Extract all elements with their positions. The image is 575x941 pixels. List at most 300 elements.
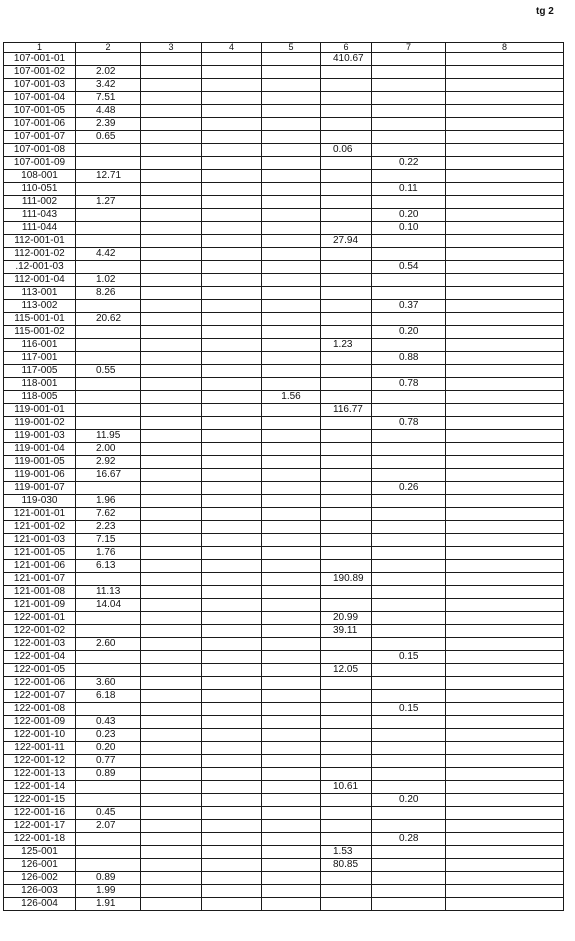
row-code: 119-001-02 <box>4 417 76 430</box>
row-code: 121-001-09 <box>4 599 76 612</box>
row-code: 111-043 <box>4 209 76 222</box>
row-code: 126-001 <box>4 859 76 872</box>
row-code: 122-001-12 <box>4 755 76 768</box>
table-cell <box>262 521 321 534</box>
table-cell <box>262 300 321 313</box>
table-cell <box>262 378 321 391</box>
table-cell <box>372 235 446 248</box>
table-cell: 1.99 <box>76 885 141 898</box>
table-cell <box>372 92 446 105</box>
table-cell <box>446 469 564 482</box>
table-cell <box>141 352 202 365</box>
table-cell <box>141 339 202 352</box>
table-cell <box>446 599 564 612</box>
table-cell <box>141 742 202 755</box>
table-row <box>4 79 564 92</box>
table-cell: 0.65 <box>76 131 141 144</box>
table-cell <box>446 547 564 560</box>
row-code: 121-001-02 <box>4 521 76 534</box>
table-row <box>4 755 564 768</box>
row-code: 126-004 <box>4 898 76 911</box>
table-cell <box>141 365 202 378</box>
table-cell <box>202 391 262 404</box>
table-cell <box>372 521 446 534</box>
table-cell <box>262 287 321 300</box>
table-cell <box>321 521 372 534</box>
table-row <box>4 92 564 105</box>
table-cell <box>446 326 564 339</box>
table-cell <box>76 573 141 586</box>
table-cell <box>76 482 141 495</box>
table-cell: 39.11 <box>321 625 372 638</box>
table-row <box>4 794 564 807</box>
table-cell <box>202 651 262 664</box>
table-cell <box>202 105 262 118</box>
table-cell: 27.94 <box>321 235 372 248</box>
table-cell <box>141 716 202 729</box>
table-row <box>4 53 564 66</box>
row-code: 122-001-07 <box>4 690 76 703</box>
row-code: 121-001-06 <box>4 560 76 573</box>
row-code: 122-001-13 <box>4 768 76 781</box>
table-cell <box>446 495 564 508</box>
table-cell <box>372 690 446 703</box>
table-cell <box>141 781 202 794</box>
table-row <box>4 521 564 534</box>
table-cell <box>446 339 564 352</box>
table-cell <box>202 638 262 651</box>
table-cell <box>202 144 262 157</box>
column-header-4: 4 <box>202 43 262 53</box>
table-cell <box>446 352 564 365</box>
table-cell <box>372 339 446 352</box>
table-cell <box>321 157 372 170</box>
table-cell <box>446 430 564 443</box>
table-cell <box>141 573 202 586</box>
row-code: 112-001-04 <box>4 274 76 287</box>
table-row <box>4 534 564 547</box>
table-cell: 0.20 <box>372 794 446 807</box>
table-cell <box>372 456 446 469</box>
table-cell <box>141 170 202 183</box>
table-cell <box>202 53 262 66</box>
table-cell <box>262 469 321 482</box>
table-cell <box>372 53 446 66</box>
table-cell <box>321 794 372 807</box>
table-cell <box>141 820 202 833</box>
table-cell <box>321 66 372 79</box>
row-code: 107-001-06 <box>4 118 76 131</box>
table-cell <box>202 742 262 755</box>
row-code: 112-001-02 <box>4 248 76 261</box>
table-cell <box>141 807 202 820</box>
table-row <box>4 677 564 690</box>
table-cell <box>202 573 262 586</box>
table-cell <box>262 664 321 677</box>
table-row <box>4 560 564 573</box>
table-cell: 2.23 <box>76 521 141 534</box>
table-cell <box>202 209 262 222</box>
table-cell <box>202 131 262 144</box>
row-code: 107-001-02 <box>4 66 76 79</box>
table-row <box>4 365 564 378</box>
table-cell: 12.05 <box>321 664 372 677</box>
table-cell <box>321 326 372 339</box>
table-cell <box>446 105 564 118</box>
table-cell <box>262 495 321 508</box>
table-cell <box>202 79 262 92</box>
table-cell <box>202 534 262 547</box>
table-cell <box>446 664 564 677</box>
table-cell <box>321 79 372 92</box>
table-cell <box>372 820 446 833</box>
table-cell <box>202 820 262 833</box>
table-cell <box>262 612 321 625</box>
table-cell <box>202 326 262 339</box>
table-cell <box>372 781 446 794</box>
table-cell: 0.88 <box>372 352 446 365</box>
table-cell <box>262 170 321 183</box>
table-cell <box>446 521 564 534</box>
table-cell <box>446 586 564 599</box>
table-cell <box>202 677 262 690</box>
table-cell <box>202 690 262 703</box>
row-code: 122-001-08 <box>4 703 76 716</box>
table-cell <box>262 183 321 196</box>
table-row <box>4 872 564 885</box>
table-cell <box>141 599 202 612</box>
table-cell <box>76 144 141 157</box>
table-cell <box>446 781 564 794</box>
table-cell: 0.54 <box>372 261 446 274</box>
table-cell <box>372 118 446 131</box>
table-cell: 1.76 <box>76 547 141 560</box>
table-cell <box>262 508 321 521</box>
table-cell: 80.85 <box>321 859 372 872</box>
table-cell <box>202 300 262 313</box>
table-cell: 7.62 <box>76 508 141 521</box>
table-cell <box>446 222 564 235</box>
table-cell <box>446 300 564 313</box>
table-cell <box>141 612 202 625</box>
table-cell <box>262 248 321 261</box>
row-code: 122-001-10 <box>4 729 76 742</box>
table-cell: 20.62 <box>76 313 141 326</box>
table-cell <box>321 365 372 378</box>
table-cell <box>76 378 141 391</box>
table-cell <box>202 274 262 287</box>
table-cell: 2.02 <box>76 66 141 79</box>
table-cell <box>372 495 446 508</box>
table-cell: 11.95 <box>76 430 141 443</box>
table-cell <box>262 807 321 820</box>
row-code: 118-001 <box>4 378 76 391</box>
table-cell <box>76 300 141 313</box>
table-cell <box>321 300 372 313</box>
table-cell <box>372 248 446 261</box>
table-cell <box>76 53 141 66</box>
table-cell <box>321 560 372 573</box>
row-code: 122-001-14 <box>4 781 76 794</box>
table-cell <box>321 495 372 508</box>
table-cell <box>202 365 262 378</box>
table-cell <box>321 378 372 391</box>
table-cell <box>446 66 564 79</box>
table-cell <box>202 443 262 456</box>
table-cell <box>372 443 446 456</box>
table-cell: 1.02 <box>76 274 141 287</box>
table-cell <box>141 105 202 118</box>
table-cell <box>141 768 202 781</box>
row-code: 125-001 <box>4 846 76 859</box>
table-cell <box>141 664 202 677</box>
table-cell <box>446 768 564 781</box>
table-cell <box>321 456 372 469</box>
table-cell: 0.28 <box>372 833 446 846</box>
table-cell <box>321 586 372 599</box>
row-code: 119-001-07 <box>4 482 76 495</box>
table-row <box>4 781 564 794</box>
table-cell <box>202 807 262 820</box>
table-cell <box>321 131 372 144</box>
table-cell <box>262 820 321 833</box>
table-cell <box>141 430 202 443</box>
table-cell <box>446 898 564 911</box>
table-cell <box>141 144 202 157</box>
table-cell <box>321 755 372 768</box>
table-cell <box>262 768 321 781</box>
table-cell <box>202 248 262 261</box>
table-cell <box>141 534 202 547</box>
table-cell <box>202 716 262 729</box>
table-cell <box>141 859 202 872</box>
table-row <box>4 235 564 248</box>
table-cell <box>141 482 202 495</box>
table-cell <box>262 313 321 326</box>
table-cell <box>141 209 202 222</box>
table-cell <box>141 300 202 313</box>
table-cell <box>446 755 564 768</box>
row-code: 107-001-08 <box>4 144 76 157</box>
table-cell <box>202 92 262 105</box>
table-cell <box>141 378 202 391</box>
table-cell <box>141 443 202 456</box>
table-row <box>4 547 564 560</box>
row-code: 113-001 <box>4 287 76 300</box>
table-cell <box>202 118 262 131</box>
data-table <box>3 42 564 911</box>
table-cell <box>372 742 446 755</box>
row-code: 108-001 <box>4 170 76 183</box>
table-cell <box>321 547 372 560</box>
table-cell <box>202 703 262 716</box>
row-code: 111-044 <box>4 222 76 235</box>
table-cell <box>202 859 262 872</box>
table-cell: 0.77 <box>76 755 141 768</box>
table-cell <box>262 339 321 352</box>
row-code: 121-001-01 <box>4 508 76 521</box>
table-cell <box>141 131 202 144</box>
table-row <box>4 105 564 118</box>
table-cell <box>262 105 321 118</box>
table-cell <box>141 625 202 638</box>
row-code: 122-001-03 <box>4 638 76 651</box>
table-cell <box>446 378 564 391</box>
table-cell: 12.71 <box>76 170 141 183</box>
row-code: 126-002 <box>4 872 76 885</box>
table-cell <box>202 482 262 495</box>
table-cell <box>446 131 564 144</box>
table-row <box>4 768 564 781</box>
table-cell <box>321 417 372 430</box>
table-cell <box>141 235 202 248</box>
table-cell <box>446 92 564 105</box>
table-cell <box>262 716 321 729</box>
table-cell <box>372 729 446 742</box>
table-cell <box>202 755 262 768</box>
table-cell <box>262 196 321 209</box>
table-cell <box>321 352 372 365</box>
row-code: 119-001-01 <box>4 404 76 417</box>
table-cell <box>262 274 321 287</box>
column-header-3: 3 <box>141 43 202 53</box>
table-cell <box>372 170 446 183</box>
table-cell <box>446 573 564 586</box>
row-code: 121-001-03 <box>4 534 76 547</box>
table-cell <box>141 638 202 651</box>
table-row <box>4 664 564 677</box>
table-cell <box>141 755 202 768</box>
table-cell <box>262 209 321 222</box>
column-header-6: 6 <box>321 43 372 53</box>
table-cell <box>372 274 446 287</box>
table-row <box>4 131 564 144</box>
table-cell <box>141 404 202 417</box>
column-header-8: 8 <box>446 43 564 53</box>
table-cell: 0.45 <box>76 807 141 820</box>
table-cell <box>202 885 262 898</box>
table-cell: 0.37 <box>372 300 446 313</box>
table-cell <box>372 365 446 378</box>
table-cell <box>262 690 321 703</box>
table-cell: 4.48 <box>76 105 141 118</box>
table-row <box>4 326 564 339</box>
row-code: 119-030 <box>4 495 76 508</box>
table-row <box>4 443 564 456</box>
table-cell <box>202 261 262 274</box>
table-cell <box>446 443 564 456</box>
row-code: 113-002 <box>4 300 76 313</box>
table-cell <box>202 339 262 352</box>
table-cell <box>262 261 321 274</box>
table-cell <box>321 261 372 274</box>
table-cell <box>262 430 321 443</box>
table-cell: 1.56 <box>262 391 321 404</box>
table-cell <box>141 92 202 105</box>
table-cell <box>321 651 372 664</box>
table-cell <box>372 586 446 599</box>
table-cell <box>76 859 141 872</box>
table-row <box>4 339 564 352</box>
table-cell <box>141 79 202 92</box>
table-cell <box>141 157 202 170</box>
table-cell <box>321 183 372 196</box>
table-cell <box>372 664 446 677</box>
table-cell <box>372 144 446 157</box>
table-cell <box>372 599 446 612</box>
table-cell <box>262 872 321 885</box>
table-cell <box>372 196 446 209</box>
table-cell <box>202 417 262 430</box>
table-cell <box>141 690 202 703</box>
table-cell <box>446 417 564 430</box>
table-row <box>4 157 564 170</box>
table-cell <box>446 144 564 157</box>
table-cell <box>321 729 372 742</box>
table-cell <box>76 781 141 794</box>
column-header-2: 2 <box>76 43 141 53</box>
table-cell <box>262 482 321 495</box>
table-cell <box>262 222 321 235</box>
table-cell: 2.00 <box>76 443 141 456</box>
table-cell <box>446 651 564 664</box>
table-cell <box>321 313 372 326</box>
table-cell <box>372 859 446 872</box>
table-cell <box>141 274 202 287</box>
table-cell <box>446 794 564 807</box>
table-row <box>4 274 564 287</box>
table-cell <box>372 638 446 651</box>
table-row <box>4 742 564 755</box>
table-cell <box>141 586 202 599</box>
table-cell <box>372 677 446 690</box>
table-cell <box>262 755 321 768</box>
table-cell <box>321 677 372 690</box>
table-cell: 0.06 <box>321 144 372 157</box>
row-code: 122-001-17 <box>4 820 76 833</box>
table-cell <box>141 703 202 716</box>
table-cell <box>262 599 321 612</box>
table-cell <box>372 885 446 898</box>
table-cell <box>446 729 564 742</box>
table-row <box>4 430 564 443</box>
table-cell: 8.26 <box>76 287 141 300</box>
table-cell <box>202 196 262 209</box>
table-cell <box>321 92 372 105</box>
table-cell <box>202 599 262 612</box>
table-cell: 2.07 <box>76 820 141 833</box>
table-cell <box>262 157 321 170</box>
row-code: 107-001-07 <box>4 131 76 144</box>
table-row <box>4 898 564 911</box>
table-cell <box>446 391 564 404</box>
table-cell <box>372 846 446 859</box>
table-cell <box>321 599 372 612</box>
row-code: 119-001-05 <box>4 456 76 469</box>
table-cell <box>141 794 202 807</box>
table-cell <box>141 547 202 560</box>
table-cell <box>321 703 372 716</box>
table-cell <box>372 313 446 326</box>
table-cell: 20.99 <box>321 612 372 625</box>
row-code: 119-001-06 <box>4 469 76 482</box>
table-cell <box>141 872 202 885</box>
table-cell <box>372 755 446 768</box>
table-cell: 0.15 <box>372 703 446 716</box>
table-cell <box>141 53 202 66</box>
table-cell <box>141 287 202 300</box>
table-cell <box>202 833 262 846</box>
